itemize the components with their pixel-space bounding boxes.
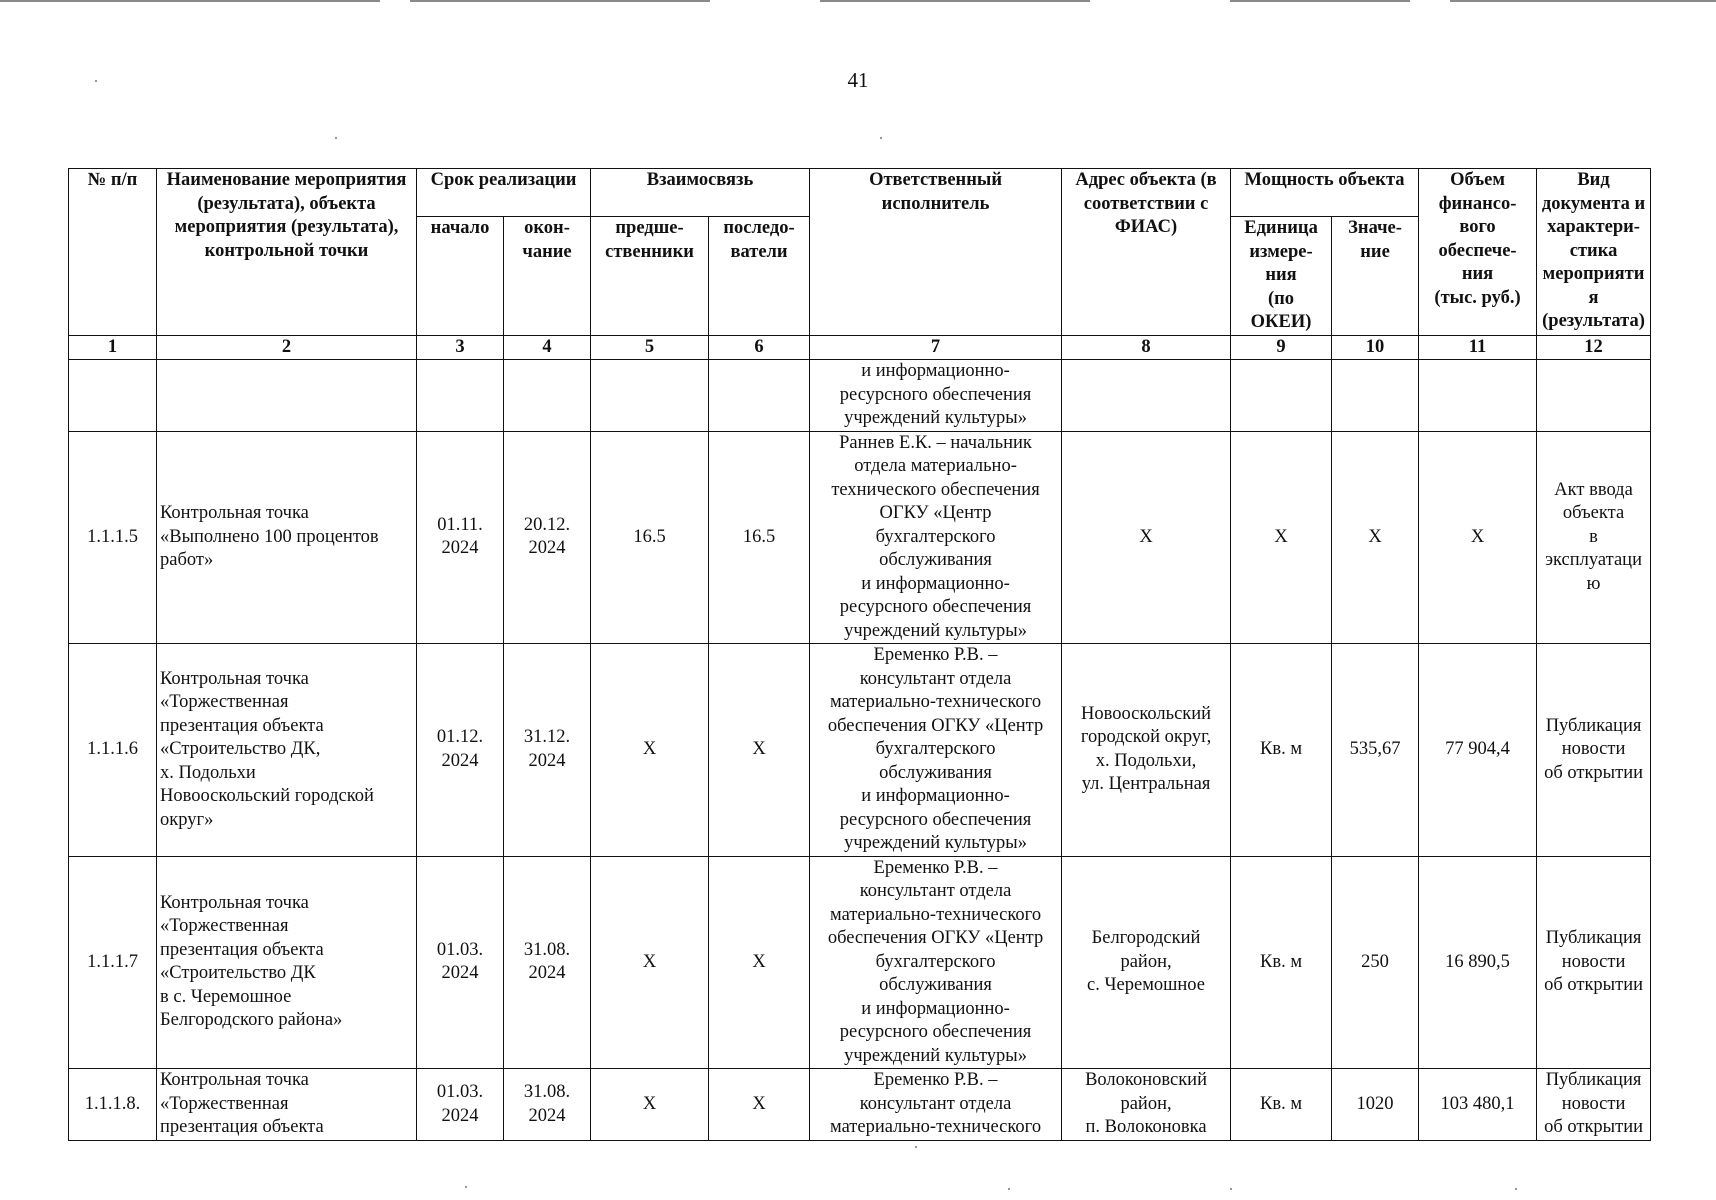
row-document: Публикация новости об открытии <box>1537 856 1651 1069</box>
header-term: Срок реализации <box>417 169 591 217</box>
row-number: 1.1.1.8. <box>69 1069 157 1141</box>
row-address: Волоконовский район, п. Волоконовка <box>1062 1069 1231 1141</box>
table-row <box>69 431 1651 644</box>
column-number: 12 <box>1537 335 1651 360</box>
scan-speck <box>1008 1188 1010 1190</box>
row-responsible: Еременко Р.В. – консультант отдела материально-технического обеспечения ОГКУ «Центр бухгалтерского обслуживания и информационно- ресурсного обеспечения учреждений культуры» <box>810 856 1062 1069</box>
row-unit: Кв. м <box>1231 856 1332 1069</box>
row-number: 1.1.1.5 <box>69 431 157 644</box>
column-number: 7 <box>810 335 1062 360</box>
row-number <box>69 360 157 432</box>
scan-speck <box>880 137 882 139</box>
row-finance: 103 480,1 <box>1419 1069 1537 1141</box>
row-start: 01.03. 2024 <box>417 856 504 1069</box>
table-row <box>69 856 1651 1069</box>
row-address: Новооскольский городской округ, х. Подольхи, ул. Центральная <box>1062 644 1231 857</box>
row-number: 1.1.1.7 <box>69 856 157 1069</box>
row-finance: 16 890,5 <box>1419 856 1537 1069</box>
row-successors: X <box>709 856 810 1069</box>
header-capacity: Мощность объекта <box>1231 169 1419 217</box>
row-start: 01.11. 2024 <box>417 431 504 644</box>
row-unit <box>1231 360 1332 432</box>
column-number: 5 <box>591 335 709 360</box>
scan-speck <box>1515 1188 1517 1190</box>
row-number: 1.1.1.6 <box>69 644 157 857</box>
row-finance: 77 904,4 <box>1419 644 1537 857</box>
header-start: начало <box>417 217 504 336</box>
row-successors <box>709 360 810 432</box>
row-address: X <box>1062 431 1231 644</box>
row-document <box>1537 360 1651 432</box>
row-document: Публикация новости об открытии <box>1537 1069 1651 1141</box>
header-predecessors: предше- ственники <box>591 217 709 336</box>
scan-speck <box>1230 1188 1232 1190</box>
row-unit: Кв. м <box>1231 644 1332 857</box>
row-start <box>417 360 504 432</box>
row-predecessors: X <box>591 644 709 857</box>
row-finance <box>1419 360 1537 432</box>
row-value: 535,67 <box>1332 644 1419 857</box>
row-name <box>157 360 417 432</box>
scan-speck <box>95 80 97 82</box>
column-number: 11 <box>1419 335 1537 360</box>
column-number: 4 <box>504 335 591 360</box>
header-unit: Единица измере- ния (по ОКЕИ) <box>1231 217 1332 336</box>
row-responsible: Еременко Р.В. – консультант отдела материально-технического обеспечения ОГКУ «Центр бухгалтерского обслуживания и информационно- ресурсного обеспечения учреждений культуры» <box>810 644 1062 857</box>
scan-edge-line <box>0 0 380 2</box>
row-responsible: Еременко Р.В. – консультант отдела материально-технического <box>810 1069 1062 1141</box>
row-value: X <box>1332 431 1419 644</box>
activity-plan-table <box>68 168 1651 1141</box>
row-address <box>1062 360 1231 432</box>
row-value: 1020 <box>1332 1069 1419 1141</box>
table-row <box>69 1069 1651 1141</box>
scan-edge-line <box>820 0 1090 2</box>
scan-speck <box>915 1146 917 1148</box>
row-address: Белгородский район, с. Черемошное <box>1062 856 1231 1069</box>
header-relation: Взаимосвязь <box>591 169 810 217</box>
column-number: 9 <box>1231 335 1332 360</box>
row-end: 20.12. 2024 <box>504 431 591 644</box>
column-number: 3 <box>417 335 504 360</box>
header-responsible: Ответственный исполнитель <box>810 169 1062 336</box>
row-name: Контрольная точка «Торжественная презентация объекта «Строительство ДК в с. Черемошное Белгородского района» <box>157 856 417 1069</box>
row-predecessors: 16.5 <box>591 431 709 644</box>
row-value <box>1332 360 1419 432</box>
scan-speck <box>465 1186 467 1188</box>
header-document: Вид документа и характери- стика мероприятия (результата) <box>1537 169 1651 336</box>
scan-edge-line <box>410 0 710 2</box>
row-predecessors <box>591 360 709 432</box>
row-predecessors: X <box>591 1069 709 1141</box>
row-successors: 16.5 <box>709 431 810 644</box>
row-unit: X <box>1231 431 1332 644</box>
header-number: № п/п <box>69 169 157 336</box>
scan-edge-line <box>1450 0 1716 2</box>
scan-edge-line <box>1230 0 1410 2</box>
row-start: 01.03. 2024 <box>417 1069 504 1141</box>
header-name: Наименование мероприятия (результата), объекта мероприятия (результата), контрольной точки <box>157 169 417 336</box>
row-successors: X <box>709 1069 810 1141</box>
row-name: Контрольная точка «Торжественная презентация объекта «Строительство ДК, х. Подольхи Новооскольский городской округ» <box>157 644 417 857</box>
row-responsible: и информационно- ресурсного обеспечения учреждений культуры» <box>810 360 1062 432</box>
header-end: окон- чание <box>504 217 591 336</box>
row-end: 31.08. 2024 <box>504 856 591 1069</box>
page-number: 41 <box>847 68 869 92</box>
row-end <box>504 360 591 432</box>
row-end: 31.08. 2024 <box>504 1069 591 1141</box>
row-name: Контрольная точка «Выполнено 100 процентов работ» <box>157 431 417 644</box>
column-number: 6 <box>709 335 810 360</box>
column-number: 1 <box>69 335 157 360</box>
column-number: 10 <box>1332 335 1419 360</box>
row-document: Публикация новости об открытии <box>1537 644 1651 857</box>
row-end: 31.12. 2024 <box>504 644 591 857</box>
header-value: Значе- ние <box>1332 217 1419 336</box>
column-number: 2 <box>157 335 417 360</box>
scan-speck <box>335 137 337 139</box>
row-responsible: Раннев Е.К. – начальник отдела материально- технического обеспечения ОГКУ «Центр бухгалтерского обслуживания и информационно- ресурсного обеспечения учреждений культуры» <box>810 431 1062 644</box>
header-successors: последо- ватели <box>709 217 810 336</box>
row-finance: X <box>1419 431 1537 644</box>
row-name: Контрольная точка «Торжественная презентация объекта <box>157 1069 417 1141</box>
row-unit: Кв. м <box>1231 1069 1332 1141</box>
row-predecessors: X <box>591 856 709 1069</box>
row-value: 250 <box>1332 856 1419 1069</box>
table-row <box>69 360 1651 432</box>
row-document: Акт ввода объекта в эксплуатацию <box>1537 431 1651 644</box>
header-finance: Объем финансо- вого обеспече- ния (тыс. руб.) <box>1419 169 1537 336</box>
table-header <box>69 169 1651 360</box>
row-start: 01.12. 2024 <box>417 644 504 857</box>
header-address: Адрес объекта (в соответствии с ФИАС) <box>1062 169 1231 336</box>
row-successors: X <box>709 644 810 857</box>
column-number: 8 <box>1062 335 1231 360</box>
table-row <box>69 644 1651 857</box>
